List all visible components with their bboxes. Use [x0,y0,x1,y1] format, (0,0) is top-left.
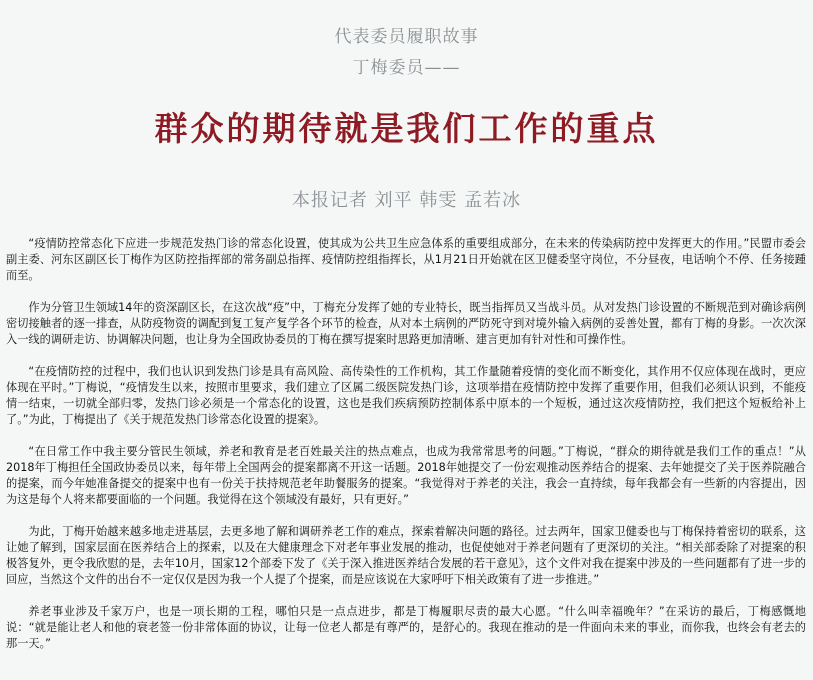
article-paragraph: 养老事业涉及千家万户，也是一项长期的工程，哪怕只是一点点进步，都是丁梅履职尽责的最大心愿。“什么叫幸福晚年？”在采访的最后，丁梅感慨地说：“就是能让老人和他的衰老签一份非常体面的协议，让每一位老人都是有尊严的，是舒心的。我现在推动的是一件面向未来的事业，而你我，也终会有老去的那一天。” [6,605,806,650]
page-title: 群众的期待就是我们工作的重点 [154,109,659,148]
article-paragraph: “在疫情防控的过程中，我们也认识到发热门诊是具有高风险、高传染性的工作机构，其工作量随着疫情的变化而不断变化，其作用不仅应体现在战时，更应体现在平时。”丁梅说，“疫情发生以来，按照市里要求，我们建立了区属二级医院发热门诊，这项举措在疫情防控中发挥了重要作用，但我们必须认识到，不能疫情一结束，一切就全部归零，发热门诊必须是一个常态化的设置，这也是我们疾病预防控制体系中原本的一个短板，通过这次疫情防控，我们把这个短板给补上了。”为此，丁梅提出了《关于规范发热门诊常态化设置的提案》。 [6,365,806,426]
article-paragraph: 为此，丁梅开始越来越多地走进基层，去更多地了解和调研养老工作的难点，探索着解决问题的路径。过去两年，国家卫健委也与丁梅保持着密切的联系，这让她了解到，国家层面在医养结合上的探索，以及在大健康理念下对老年事业发展的推动，也促使她对于养老问题有了更深切的关注。“相关部委除了对提案的积极答复外，更令我欣慰的是，去年10月，国家12个部委下发了《关于深入推进医养结合发展的若干意见》，这个文件对我在提案中涉及的一些问题都有了进一步的回应，当然这个文件的出台不一定仅仅是因为我一个人提了个提案，而是应该说在大家呼吁下相关政策有了进一步推进。” [6,525,806,586]
article-paragraph: “疫情防控常态化下应进一步规范发热门诊的常态化设置，使其成为公共卫生应急体系的重要组成部分，在未来的传染病防控中发挥更大的作用。”民盟市委会副主委、河东区副区长丁梅作为区防控指挥部的常务副总指挥、疫情防控组指挥长，从1月21日开始就在区卫健委坚守岗位，不分昼夜，电话响个不停、任务接踵而至。 [6,237,806,282]
article-paragraph: “在日常工作中我主要分管民生领域，养老和教育是老百姓最关注的热点难点，也成为我常常思考的问题。”丁梅说，“群众的期待就是我们工作的重点！”从2018年丁梅担任全国政协委员以来，每年带上全国两会的提案都离不开这一话题。2018年她提交了一份宏观推动医养结合的提案、去年她提交了关于医养院融合的提案，而今年她准备提交的提案中也有一份关于扶持规范老年助餐服务的提案。“我觉得对于养老的关注，我会一直持续，每年我都会有一些新的内容提出，因为这是每个人将来都要面临的一个问题。我觉得在这个领域没有最好，只有更好。” [6,445,806,506]
article-paragraph: 作为分管卫生领域14年的资深副区长，在这次战“疫”中，丁梅充分发挥了她的专业特长，既当指挥员又当战斗员。从对发热门诊设置的不断规范到对确诊病例密切接触者的逐一排查，从防疫物资的调配到复工复产复学各个环节的检查，从对本土病例的严防死守到对境外输入病例的妥善处置，都有丁梅的身影。一次次深入一线的调研走访、协调解决问题，也让身为全国政协委员的丁梅在撰写提案时思路更加清晰、建言更加有针对性和可操作性。 [6,301,806,346]
byline: 本报记者 刘平 韩雯 孟若冰 [291,190,522,211]
subject-line: 丁梅委员—— [352,58,461,78]
series-title: 代表委员履职故事 [334,27,479,47]
article-body [6,236,806,668]
